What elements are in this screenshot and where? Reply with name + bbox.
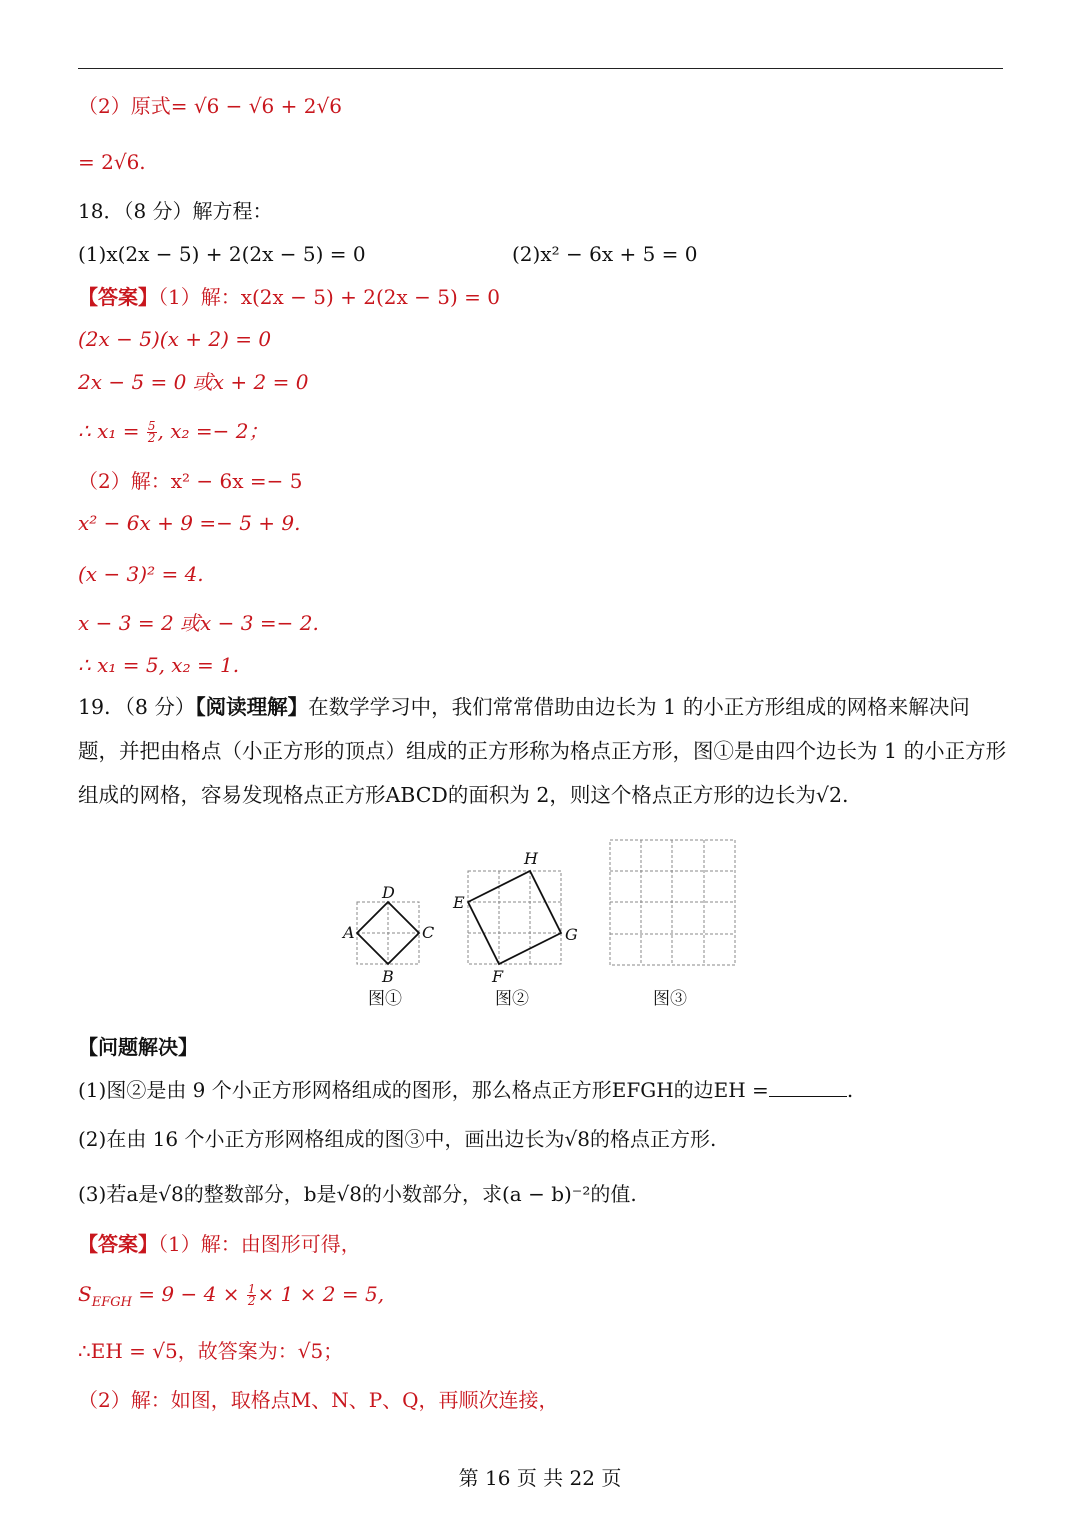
grid-figures: [330, 830, 750, 1015]
q17-line-a: （2）原式= √6 − √6 + 2√6: [78, 94, 342, 118]
q19-part1: [78, 1076, 853, 1104]
q18-part1: (1)x(2x − 5) + 2(2x − 5) = 0: [78, 242, 366, 266]
q19-intro: [78, 685, 1008, 817]
half-numerator: 1: [247, 1282, 256, 1296]
q19-part1-end: .: [846, 1078, 854, 1102]
q18-answer-line8: x − 3 = 2 或x − 3 =− 2.: [78, 611, 319, 635]
q18-answer-line3: 2x − 5 = 0 或x + 2 = 0: [78, 370, 309, 394]
l2-mid: = 9 − 4 ×: [131, 1282, 240, 1306]
q19-answer-line3: ∴EH = √5，故答案为：√5；: [78, 1339, 344, 1363]
q19-intro-text: 在数学学习中，我们常常借助由边长为 1 的小正方形组成的网格来解决问题，并把由格点（小正方形的顶点）组成的正方形称为格点正方形，图①是由四个边长为 1 的小正方形组成的网格，容易发现格点正方形ABCD的面积为 2，则这个格点正方形的边长为√2.: [78, 695, 1007, 807]
q18-answer-line6: x² − 6x + 9 =− 5 + 9.: [78, 511, 301, 535]
figure-2: [452, 849, 578, 1009]
q19-part3: (3)若a是√8的整数部分，b是√8的小数部分，求(a − b)⁻²的值.: [78, 1182, 637, 1206]
figure-3: [610, 840, 735, 1009]
caption-2: 图②: [495, 989, 529, 1009]
caption-3: 图③: [653, 989, 687, 1009]
answer-blank[interactable]: [769, 1078, 847, 1097]
caption-1: 图①: [368, 989, 402, 1009]
q19-tag: 【阅读理解】: [195, 695, 309, 719]
answer-tag: 【答案】: [78, 285, 158, 309]
figure-1: [341, 883, 434, 1009]
fraction-denominator: 2: [147, 431, 156, 445]
fraction-numerator: 5: [147, 419, 156, 433]
label-g: G: [565, 925, 578, 944]
label-a: A: [343, 923, 355, 942]
q19-answer-line1: [78, 1230, 361, 1258]
q17-line-b: = 2√6.: [78, 150, 146, 174]
page-footer: 第 16 页 共 22 页: [458, 1466, 622, 1490]
fraction-half: [247, 1284, 257, 1307]
q18-answer-line9: ∴ x₁ = 5, x₂ = 1.: [78, 653, 240, 677]
q18-title: 18．（8 分）解方程：: [78, 199, 273, 223]
answer-text: （1）解：x(2x − 5) + 2(2x − 5) = 0: [158, 285, 501, 309]
q19-answer-line4: （2）解：如图，取格点M、N、P、Q，再顺次连接，: [78, 1388, 559, 1412]
label-d: D: [382, 883, 395, 902]
q18-answer-line1: [78, 283, 500, 311]
q18-answer-line7: (x − 3)² = 4.: [78, 562, 204, 586]
q19-part2: (2)在由 16 个小正方形网格组成的图③中，画出边长为√8的格点正方形.: [78, 1127, 717, 1151]
answer-text-2: （1）解：由图形可得，: [158, 1232, 361, 1256]
label-c: C: [422, 923, 435, 942]
q18-part2: (2)x² − 6x + 5 = 0: [512, 242, 698, 266]
q18-answer-line5: （2）解：x² − 6x =− 5: [78, 469, 303, 493]
answer-tag-2: 【答案】: [78, 1232, 158, 1256]
label-f: F: [492, 967, 504, 986]
half-denominator: 2: [247, 1294, 256, 1308]
l4-post: , x₂ =− 2；: [157, 419, 269, 443]
q18-answer-line2: (2x − 5)(x + 2) = 0: [78, 327, 272, 351]
q19-answer-line2: [78, 1280, 384, 1317]
problem-tag: 【问题解决】: [78, 1035, 198, 1059]
q18-answer-line4: [78, 417, 268, 445]
fraction: [147, 421, 157, 444]
label-b: B: [382, 967, 394, 986]
q19-part1-text: (1)图②是由 9 个小正方形网格组成的图形，那么格点正方形EFGH的边EH =: [78, 1078, 769, 1102]
l2-post: × 1 × 2 = 5,: [257, 1282, 385, 1306]
header-rule: [78, 68, 1003, 69]
s-symbol: S: [78, 1282, 92, 1306]
square-efgh: [468, 871, 561, 964]
l4-pre: ∴ x₁ =: [78, 419, 140, 443]
label-h: H: [524, 849, 538, 868]
s-subscript: EFGH: [91, 1295, 132, 1310]
q19-head: 19．（8 分）: [78, 695, 196, 719]
label-e: E: [453, 893, 465, 912]
